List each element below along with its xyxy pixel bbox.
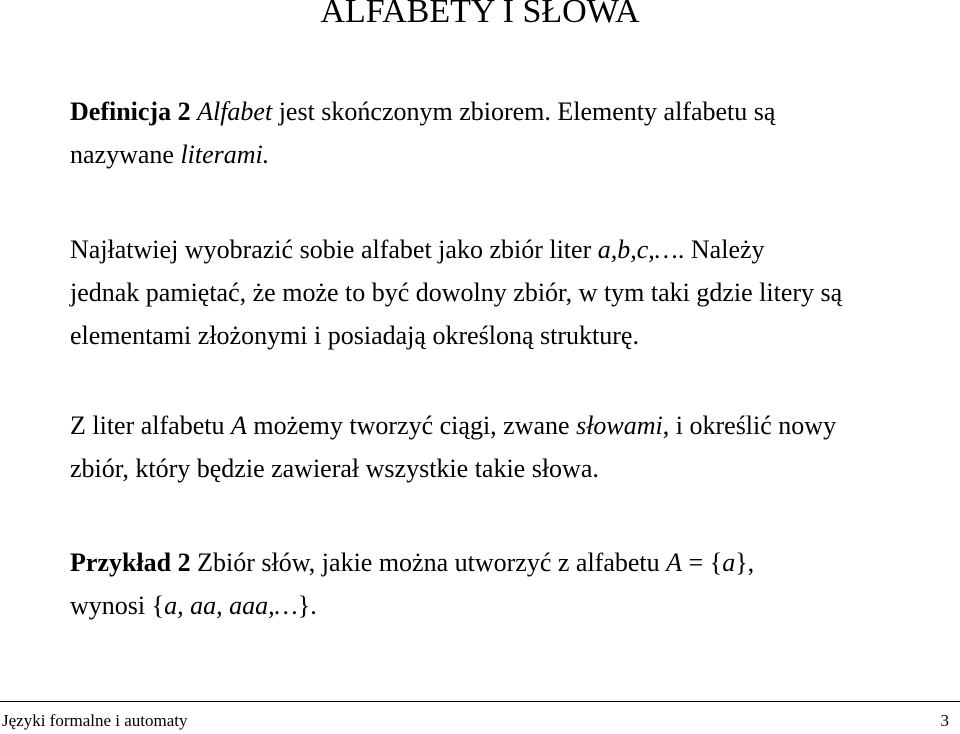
paragraph2-line-1 <box>70 404 958 447</box>
paragraph1-math: a,b,c,… <box>597 235 678 264</box>
paragraph1-line-2: jednak pamiętać, że może to być dowolny zbiór, w tym taki gdzie litery są <box>70 278 843 307</box>
paragraph2-term: słowami <box>576 411 663 440</box>
definition-term: Alfabet <box>197 97 273 126</box>
paragraph-alphabet <box>70 228 958 357</box>
paragraph1-line-1 <box>70 228 958 271</box>
example-line-1 <box>70 541 958 584</box>
definition-text-2: nazywane <box>70 140 174 169</box>
footer-divider <box>0 701 960 702</box>
example-block <box>70 541 958 627</box>
paragraph1-line-3: elementami złożonymi i posiadają określoną strukturę. <box>70 321 639 350</box>
definition-label: Definicja 2 <box>70 97 191 126</box>
example-close: }, <box>735 548 755 577</box>
example-text-2-end: }. <box>297 591 317 620</box>
footer-page-number: 3 <box>940 711 949 730</box>
page-title: ALFABETY I SŁOWA <box>320 0 640 30</box>
example-text: Zbiór słów, jakie można utworzyć z alfabetu <box>197 548 660 577</box>
paragraph1-text-end: . Należy <box>677 235 765 264</box>
example-eq: = { <box>682 548 723 577</box>
example-line-2 <box>70 584 958 627</box>
paragraph2-text: Z liter alfabetu <box>70 411 225 440</box>
definition-line-1 <box>70 90 958 133</box>
example-label: Przykład 2 <box>70 548 191 577</box>
paragraph2-var: A <box>230 411 247 440</box>
example-text-2: wynosi { <box>70 591 165 620</box>
definition-line-2 <box>70 133 958 176</box>
paragraph2-line-2: zbiór, który będzie zawierał wszystkie takie słowa. <box>70 454 599 483</box>
definition-text: jest skończonym zbiorem. Elementy alfabetu są <box>278 97 776 126</box>
definition-term-2: literami. <box>180 140 270 169</box>
example-var: A <box>666 548 683 577</box>
example-set: a, aa, aaa,… <box>164 591 298 620</box>
paragraph1-text: Najłatwiej wyobrazić sobie alfabet jako zbiór liter <box>70 235 592 264</box>
paragraph2-text-end: , i określić nowy <box>662 411 837 440</box>
definition-block <box>70 90 958 176</box>
example-elem: a <box>722 548 736 577</box>
paragraph2-text-mid: możemy tworzyć ciągi, zwane <box>253 411 570 440</box>
footer-course-name: Języki formalne i automaty <box>2 711 188 730</box>
paragraph-words <box>70 404 958 490</box>
